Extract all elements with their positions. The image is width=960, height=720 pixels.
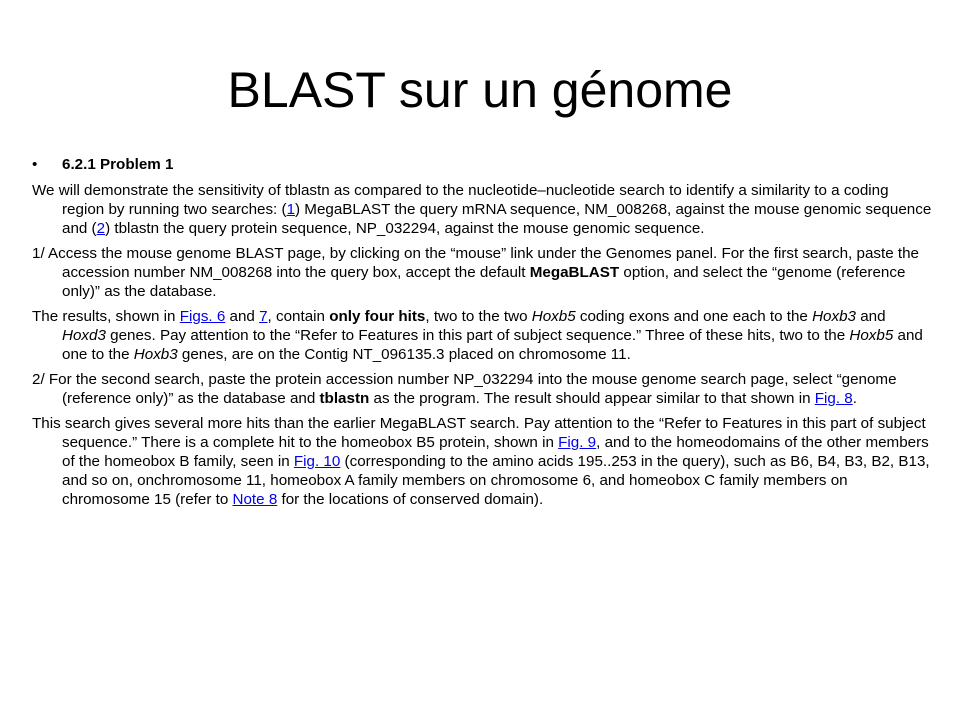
link-fig-10[interactable]: Fig. 10 bbox=[293, 453, 341, 470]
text-run: genes. Pay attention to the “Refer to Features in this part of subject sequence.” Three of these hits, two to the bbox=[105, 327, 850, 344]
text-run: and bbox=[225, 308, 260, 325]
text-run: 2/ For the second search, paste the protein accession number NP_032294 into the mouse genome search page, select “genome (reference only)” as the database and bbox=[32, 371, 897, 407]
bold-text-tblastn: tblastn bbox=[319, 390, 370, 407]
text-run: (corresponding to the amino acids 195..253 in the query), such as B6, B4, B3, B2, B13, and so on, onchromosome 11, homeobox A family members on chromosome 6, and homeobox C family members on chromosome 15 (refer to bbox=[62, 453, 930, 508]
bold-text-megablast: MegaBLAST bbox=[529, 264, 620, 281]
link-note-2[interactable]: 2 bbox=[96, 220, 106, 237]
paragraph-step-1 bbox=[32, 244, 932, 301]
text-run: ) tblastn the query protein sequence, NP_032294, against the mouse genomic sequence. bbox=[105, 220, 705, 237]
text-run: for the locations of conserved domain). bbox=[277, 491, 544, 508]
italic-gene-name: Hoxb5 bbox=[531, 308, 576, 325]
text-run: and bbox=[856, 308, 886, 325]
text-run: , contain bbox=[267, 308, 330, 325]
text-run: , and to the homeodomains of the other members of the homeobox B family, seen in bbox=[62, 434, 929, 470]
text-run: 1/ Access the mouse genome BLAST page, by clicking on the “mouse” link under the Genomes panel. For the first search, paste the accession number NM_008268 into the query box, accept the default bbox=[32, 245, 919, 281]
link-fig-7[interactable]: 7 bbox=[259, 308, 268, 325]
italic-gene-name: Hoxb5 bbox=[849, 327, 894, 344]
text-run: , two to the two bbox=[425, 308, 532, 325]
link-figs-6[interactable]: Figs. 6 bbox=[179, 308, 226, 325]
bullet-icon: • bbox=[32, 156, 38, 173]
bold-text-hits: only four hits bbox=[329, 308, 426, 325]
section-heading-row bbox=[32, 155, 932, 174]
text-run: as the program. The result should appear similar to that shown in bbox=[369, 390, 815, 407]
slide-title: BLAST sur un génome bbox=[227, 62, 733, 118]
text-run: ) MegaBLAST the query mRNA sequence, NM_008268, against the mouse genomic sequence and ( bbox=[62, 201, 932, 237]
link-note-8[interactable]: Note 8 bbox=[232, 491, 278, 508]
text-run: coding exons and one each to the bbox=[575, 308, 813, 325]
italic-gene-name: Hoxd3 bbox=[62, 327, 106, 344]
text-run: . bbox=[852, 390, 857, 407]
text-run: The results, shown in bbox=[32, 308, 180, 325]
link-note-1[interactable]: 1 bbox=[286, 201, 296, 218]
text-run: option, and select the “genome (reference only)” as the database. bbox=[62, 264, 906, 300]
text-run: genes, are on the Contig NT_096135.3 placed on chromosome 11. bbox=[177, 346, 631, 363]
italic-gene-name: Hoxb3 bbox=[812, 308, 856, 325]
text-run: We will demonstrate the sensitivity of tblastn as compared to the nucleotide–nucleotide search to identify a similarity to a coding region by running two searches: ( bbox=[32, 182, 889, 218]
text-run: and one to the bbox=[62, 327, 923, 363]
paragraph-conclusion bbox=[32, 414, 932, 509]
link-fig-9[interactable]: Fig. 9 bbox=[558, 434, 597, 451]
slide-body bbox=[32, 155, 932, 515]
paragraph-step-2 bbox=[32, 370, 932, 408]
italic-gene-name: Hoxb3 bbox=[133, 346, 178, 363]
section-heading: 6.2.1 Problem 1 bbox=[62, 156, 174, 173]
link-fig-8[interactable]: Fig. 8 bbox=[814, 390, 853, 407]
text-run: This search gives several more hits than the earlier MegaBLAST search. Pay attention to the “Refer to Features in this part of subject sequence.” There is a complete hit to the homeobox B5 protein, shown in bbox=[32, 415, 926, 451]
paragraph-results bbox=[32, 307, 932, 364]
paragraph-intro bbox=[32, 181, 932, 238]
